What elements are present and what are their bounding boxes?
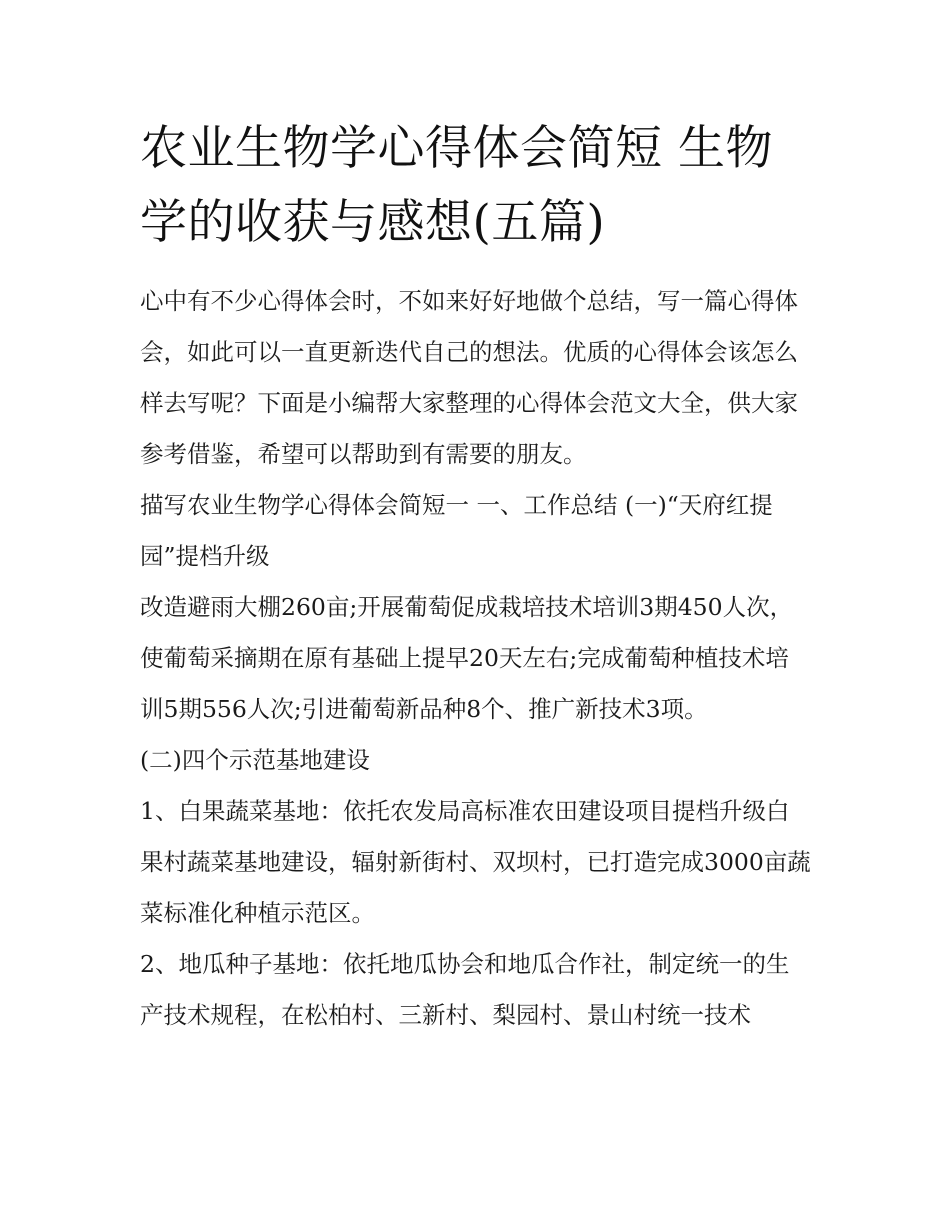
grape-summary-paragraph: 改造避雨大棚260亩;开展葡萄促成栽培技术培训3期450人次，使葡萄采摘期在原有基础上提早20天左右;完成葡萄种植技术培训5期556人次;引进葡萄新品种8个、推广新技术3项。 xyxy=(140,593,794,723)
document-body xyxy=(140,112,812,1041)
vegetable-base-paragraph: 1、白果蔬菜基地：依托农发局高标准农田建设项目提档升级白果村蔬菜基地建设，辐射新街村、双坝村，已打造完成3000亩蔬菜标准化种植示范区。 xyxy=(140,797,811,927)
intro-paragraph: 心中有不少心得体会时，不如来好好地做个总结，写一篇心得体会，如此可以一直更新迭代自己的想法。优质的心得体会该怎么样去写呢？下面是小编帮大家整理的心得体会范文大全，供大家参考借鉴，希望可以帮助到有需要的朋友。 xyxy=(140,287,798,468)
sweet-potato-base-paragraph: 2、地瓜种子基地：依托地瓜协会和地瓜合作社，制定统一的生产技术规程，在松柏村、三新村、梨园村、景山村统一技术 xyxy=(140,950,790,1029)
section-heading-paragraph: 描写农业生物学心得体会简短一 一、工作总结 (一)“天府红提园”提档升级 xyxy=(140,491,773,570)
document-title: 农业生物学心得体会简短 生物学的收获与感想(五篇) xyxy=(140,121,773,250)
subsection-heading: (二)四个示范基地建设 xyxy=(140,746,370,774)
